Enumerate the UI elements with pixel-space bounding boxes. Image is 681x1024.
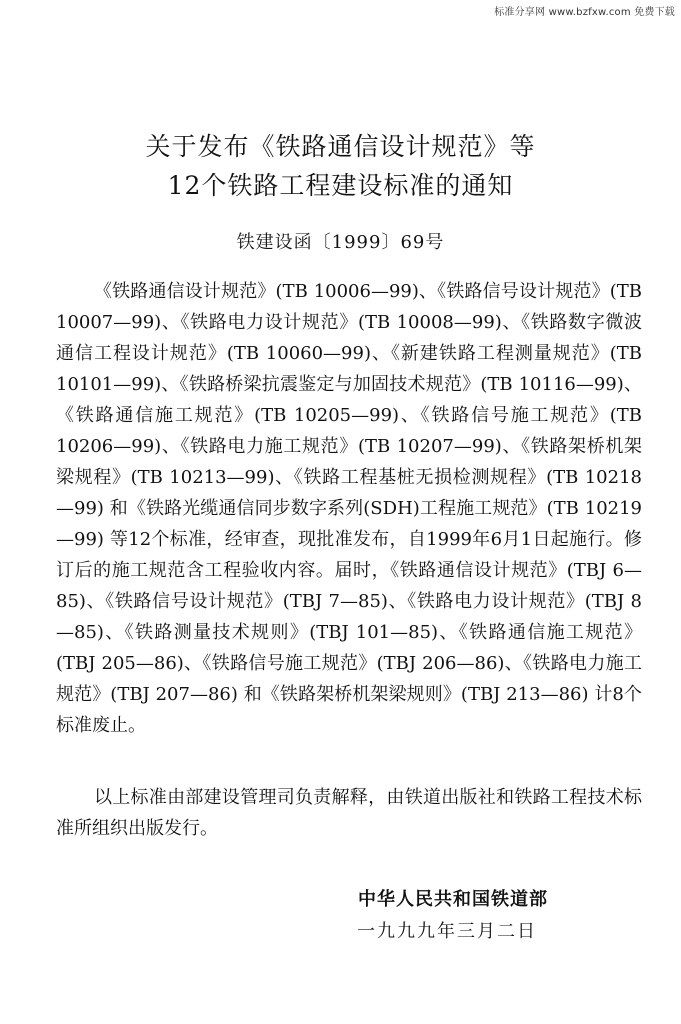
issue-date: 一九九九年三月二日 [357, 921, 537, 942]
paragraph-text: 以上标准由部建设管理司负责解释，由铁道出版社和铁路工程技术标准所组织出版发行。 [56, 787, 642, 839]
title-line-2: 12个铁路工程建设标准的通知 [167, 171, 514, 200]
watermark-text: 标准分享网 www.bzfxw.com 免费下载 [494, 7, 675, 18]
paragraph-text: 《铁路通信设计规范》(TB 10006—99)、《铁路信号设计规范》(TB 10007—99)、《铁路电力设计规范》(TB 10008—99)、《铁路数字微波通信工程设计规范》(TB 10060—99)、《新建铁路工程测量规范》(TB 10101—99)、《铁路桥梁抗震鉴定与加固技术规范》(TB 10116—99)、《铁路通信施工规范》(TB 10205—99)、《铁路信号施工规范》(TB 10206—99)、《铁路电力施工规范》(TB 10207—99)、《铁路架桥机架梁规程》(TB 10213—99)、《铁路工程基桩无损检测规程》(TB 10218—99) 和《铁路光缆通信同步数字系列(SDH)工程施工规范》(TB 10219—99) 等12个标准，经审查，现批准发布，自1999年6月1日起施行。修订后的施工规范含工程验收内容。届时，《铁路通信设计规范》(TBJ 6—85)、《铁路信号设计规范》(TBJ 7—85)、《铁路电力设计规范》(TBJ 8—85)、《铁路测量技术规则》(TBJ 101—85)、《铁路通信施工规范》(TBJ 205—86)、《铁路信号施工规范》(TBJ 206—86)、《铁路电力施工规范》(TBJ 207—86) 和《铁路架桥机架梁规则》(TBJ 213—86) 计8个标准废止。 [56, 281, 642, 736]
document-number: 铁建设函〔1999〕69号 [236, 232, 445, 253]
title-line-1: 关于发布《铁路通信设计规范》等 [145, 132, 536, 161]
issuer-signature: 中华人民共和国铁道部 [358, 889, 548, 910]
body-paragraph-2 [56, 782, 642, 844]
body-paragraph-1 [56, 276, 642, 741]
